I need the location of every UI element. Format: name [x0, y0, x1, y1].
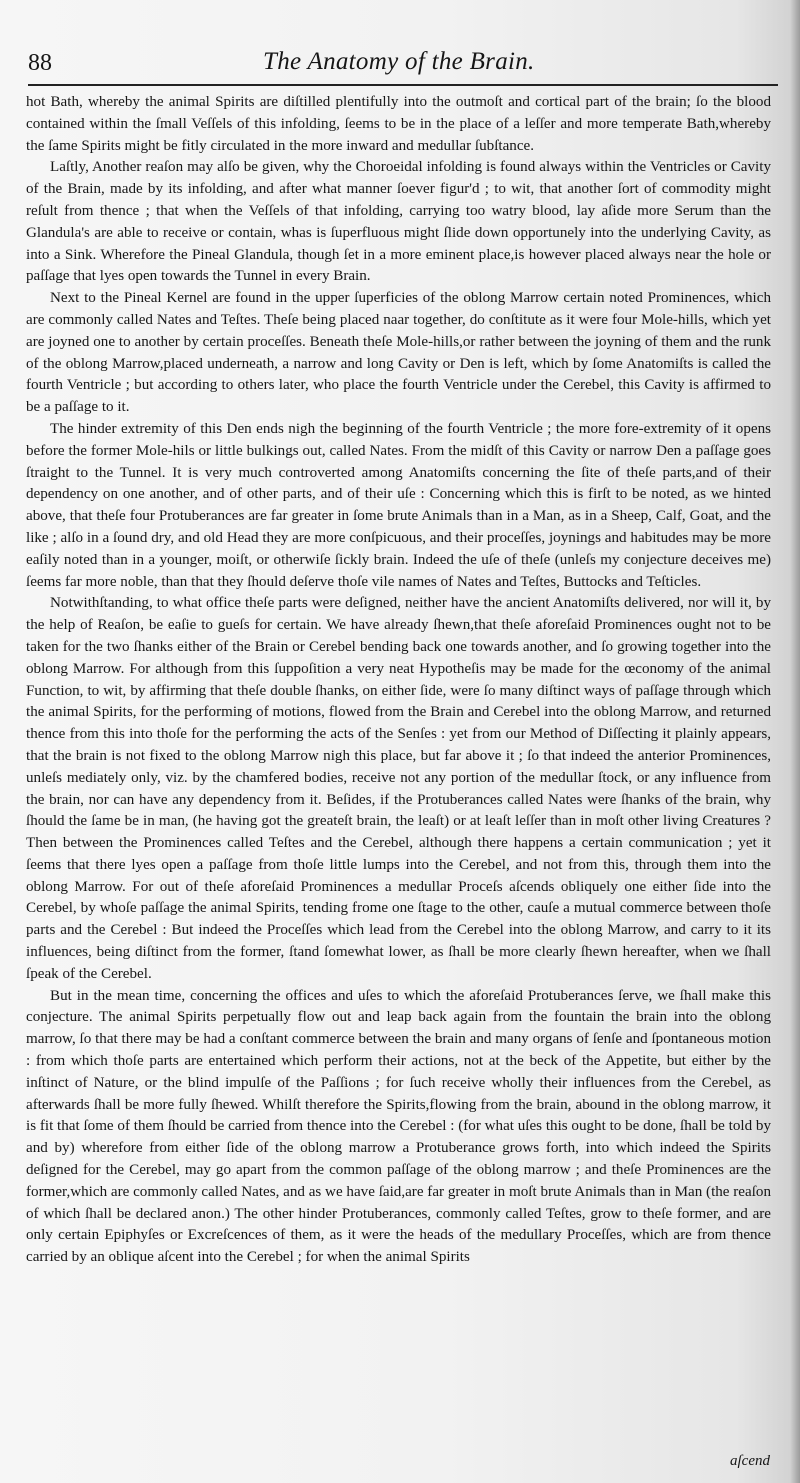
catchword: aſcend	[730, 1453, 770, 1469]
page-edge-shadow	[790, 0, 800, 1483]
page-header	[28, 46, 776, 80]
paragraph-1: hot Bath, whereby the animal Spirits are diſtilled plentifully into the outmoſt and cortical part of the brain; ſo the blood contained within the ſmall Veſſels of this infolding, ſeems to be in the place of a leſſer and more temperate Bath,whereby the ſame Spirits might be fitly circulated in the more inward and medullar ſubſtance.	[26, 94, 771, 154]
running-head: The Anatomy of the Brain.	[263, 48, 535, 75]
paragraph-6: But in the mean time, concerning the offices and uſes to which the aforeſaid Protuberances ſerve, we ſhall make this conjecture. The animal Spirits perpetually flow out and leap back again from the fountain the brain into the oblong marrow, ſo that there may be had a conſtant commerce between the brain and many organs of ſenſe and ſpontaneous motion : from which thoſe parts are entertained which perform their actions, not at the beck of the Appetite, but either by the inſtinct of Nature, or the blind impulſe of the Paſſions ; for ſuch receive wholly their influences from the Cerebel, as afterwards ſhall be more fully ſhewed. Whilſt therefore the Spirits,flowing from the brain, abound in the oblong marrow, it is fit that ſome of them ſhould be carried from thence into the Cerebel : (for what uſes this ought to be done, ſhall be told by and by) wherefore from either ſide of the oblong marrow a Protuberance grows forth, into which indeed the Spirits deſigned for the Cerebel, may go apart from the common paſſage of the oblong marrow ; and theſe Prominences are the former,which are commonly called Nates, and as we have ſaid,are far greater in moſt brute Animals than in Man (the reaſon of which ſhall be declared anon.) The other hinder Protuberances, commonly called Teſtes, grow to theſe former, and are only certain Epiphyſes or Excreſcences of them, as it were the heads of the medullary Proceſſes, which are from thence carried by an oblique aſcent into the Cerebel ; for when the animal Spirits	[26, 987, 771, 1266]
paragraph-4: The hinder extremity of this Den ends nigh the beginning of the fourth Ventricle ; the more fore-extremity of it opens before the former Mole-hils or little bulkings out, called Nates. From the midſt of this Cavity or narrow Den a paſſage goes ſtraight to the Tunnel. It is very much controverted among Anatomiſts concerning the ſite of theſe parts,and of their dependency on one another, and of other parts, and of their uſe : Concerning which this is firſt to be noted, as we hinted above, that theſe four Protuberances are far greater in ſome brute Animals than in a Man, as in a Sheep, Calf, Goat, and the like ; alſo in a ſound dry, and old Head they are more conſpicuous, and their proceſſes, joynings and habitudes may be more eaſily noted than in a younger, moiſt, or otherwiſe ſickly brain. Indeed the uſe of theſe (unleſs my conjecture deceives me) ſeems far more noble, than that they ſhould deſerve thoſe vile names of Nates and Teſtes, Buttocks and Teſticles.	[26, 420, 771, 590]
page-number: 88	[28, 50, 52, 76]
header-rule	[28, 84, 778, 86]
body-text	[26, 92, 771, 1269]
paragraph-5: Notwithſtanding, to what office theſe parts were deſigned, neither have the ancient Anatomiſts delivered, nor will it, by the help of Reaſon, be eaſie to gueſs for certain. We have already ſhewn,that theſe aforeſaid Prominences ought not to be taken for the two ſhanks either of the Brain or Cerebel bending back one towards another, and ſo growing together into the oblong Marrow. For although from this ſuppoſition a very neat Hypotheſis may be made for the œconomy of the animal Function, to wit, by affirming that theſe double ſhanks, on either ſide, were ſo many diſtinct ways of paſſage through which the animal Spirits, for the performing of motions, flowed from the Brain and Cerebel into the oblong Marrow, and returned thence from this into thoſe for the performing the acts of the Senſes : yet from our Method of Diſſecting it plainly appears, that the brain is not fixed to the oblong Marrow nigh this place, but far above it ; ſo that indeed the anterior Prominences, unleſs mediately only, viz. by the chamfered bodies, receive not any portion of the medullar ſtock, or any influence from the brain, nor can have any dependency from it. Beſides, if the Protuberances called Nates were ſhanks of the brain, why ſhould the ſame be in man, (he having got the greateſt brain, the leaſt) or at leaſt leſſer than in moſt other living Creatures ? Then between the Prominences called Teſtes and the Cerebel, although there happens a certain communication ; yet it ſeems that there lyes open a paſſage from thoſe little lumps into the Cerebel, and not from this, through them into the oblong Marrow. For out of theſe aforeſaid Prominences a medullar Proceſs aſcends obliquely one either ſide into the Cerebel, by whoſe paſſage the animal Spirits, tending frome one ſtage to the other, cauſe a mutual commerce between thoſe parts and the Cerebel : But indeed the Proceſſes which lead from the Cerebel into the oblong Marrow, and carry to it its influences, being diſtinct from the former, ſtand ſomewhat lower, as ſhall be more clearly ſhewn hereafter, when we ſhall ſpeak of the Cerebel.	[26, 595, 771, 982]
paragraph-2: Laſtly, Another reaſon may alſo be given, why the Choroeidal infolding is found always within the Ventricles or Cavity of the Brain, made by its infolding, and after what manner ſoever figur'd ; to wit, that another ſort of commodity might reſult from thence ; that when the Veſſels of that infolding, carrying too watry blood, lay aſide more Serum than the Glandula's are able to receive or contain, whas is ſuperfluous might ſlide down opportunely into the underlying Cavity, as into a Sink. Wherefore the Pineal Glandula, though ſet in a more eminent place,is however placed always near the hole or paſſage that lyes open towards the Tunnel in every Brain.	[26, 159, 771, 285]
paragraph-3: Next to the Pineal Kernel are found in the upper ſuperficies of the oblong Marrow certain noted Prominences, which are commonly called Nates and Teſtes. Theſe being placed naar together, do conſtitute as it were four Mole-hills, which yet are joyned one to another by certain proceſſes. Beneath theſe Mole-hills,or rather between the joyning of them and the runk of the oblong Marrow,placed underneath, a narrow and long Cavity or Den is left, which by ſome Anatomiſts is called the fourth Ventricle ; but according to others later, who place the fourth Ventricle under the Cerebel, this Cavity is affirmed to be a paſſage to it.	[26, 290, 771, 416]
